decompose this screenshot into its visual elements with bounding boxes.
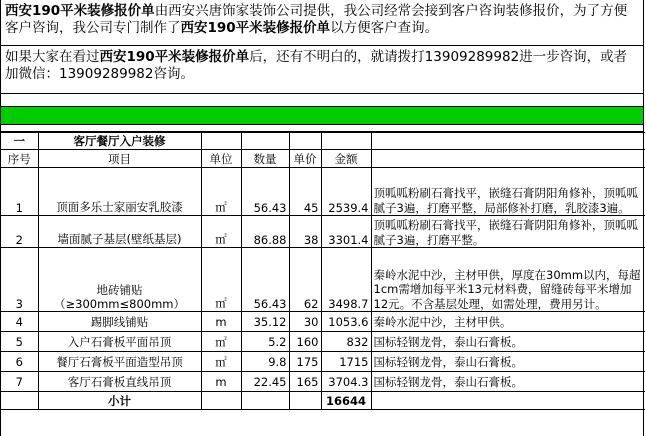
table-row: 5 入户石膏板平面吊顶 ㎡ 5.2 160 832 国标轻钢龙骨，泰山石膏板。 — [1, 332, 645, 352]
subtotal-row — [1, 392, 645, 410]
contact-paragraph — [1, 46, 643, 94]
intro-title-2: 西安190平米装修报价单 — [180, 20, 331, 36]
intro-title: 西安190平米装修报价单 — [5, 3, 155, 19]
green-band — [1, 107, 643, 125]
contact-title: 西安190平米装修报价单 — [99, 49, 250, 65]
table-row: 4 踢脚线铺贴 m 35.12 30 1053.6 秦岭水泥中沙，主材甲供。 — [1, 312, 645, 332]
spacer-row-2 — [1, 125, 643, 132]
section-index: 一 — [1, 133, 38, 150]
spacer-row — [1, 94, 643, 107]
subtotal-label: 小计 — [38, 392, 201, 410]
header-no: 序号 — [1, 150, 38, 168]
table-row: 2 墙面腻子基层(壁纸基层) ㎡ 86.88 38 3301.4 顶呱呱粉刷石膏找平，嵌缝石膏阴阳角修补，顶呱呱腻子3遍，打磨平整。 — [1, 216, 645, 248]
intro-paragraph — [1, 0, 643, 46]
table-row: 3 地砖铺贴（≥300mm≤800mm） ㎡ 56.43 62 3498.7 秦岭水泥中沙，主材甲供，厚度在30mm以内，每超1cm需增加每平米13元材料费，留缝砖每平米增加12元。不含基层处理，如需处理，费用另计。 — [1, 248, 645, 312]
header-amount: 金额 — [321, 150, 371, 168]
subtotal-amount: 16644 — [321, 392, 371, 410]
quote-table — [1, 132, 645, 410]
header-item: 项目 — [38, 150, 201, 168]
table-row: 6 餐厅石膏板平面造型吊顶 ㎡ 9.8 175 1715 国标轻钢龙骨，泰山石膏板。 — [1, 352, 645, 372]
table-row: 1 顶面多乐士家丽安乳胶漆 ㎡ 56.43 45 2539.4 顶呱呱粉刷石膏找平，嵌缝石膏阴阳角修补，顶呱呱腻子3遍，打磨平整，局部修补打磨，乳胶漆3遍。 — [1, 168, 645, 216]
section-title: 客厅餐厅入户装修 — [38, 133, 201, 150]
intro-text-1: 由西安兴唐饰家装饰公司提供，我公司经常会接到客户咨询装修报价，为了方便客户咨询，我公司专门制作了 — [5, 3, 628, 36]
header-price: 单价 — [289, 150, 321, 168]
contact-text-2: 后，还有不明白的，就请拨打13909289982进一步咨询，或者加微信：13909289982咨询。 — [5, 49, 628, 82]
header-unit: 单位 — [201, 150, 241, 168]
table-row: 7 客厅石膏板直线吊顶 m 22.45 165 3704.3 国标轻钢龙骨，泰山石膏板。 — [1, 372, 645, 392]
intro-text-2: 以方便客户查询。 — [330, 20, 439, 36]
header-qty: 数量 — [241, 150, 289, 168]
header-row — [1, 150, 645, 168]
section-row — [1, 133, 645, 150]
contact-text-1: 如果大家在看过 — [5, 49, 100, 65]
